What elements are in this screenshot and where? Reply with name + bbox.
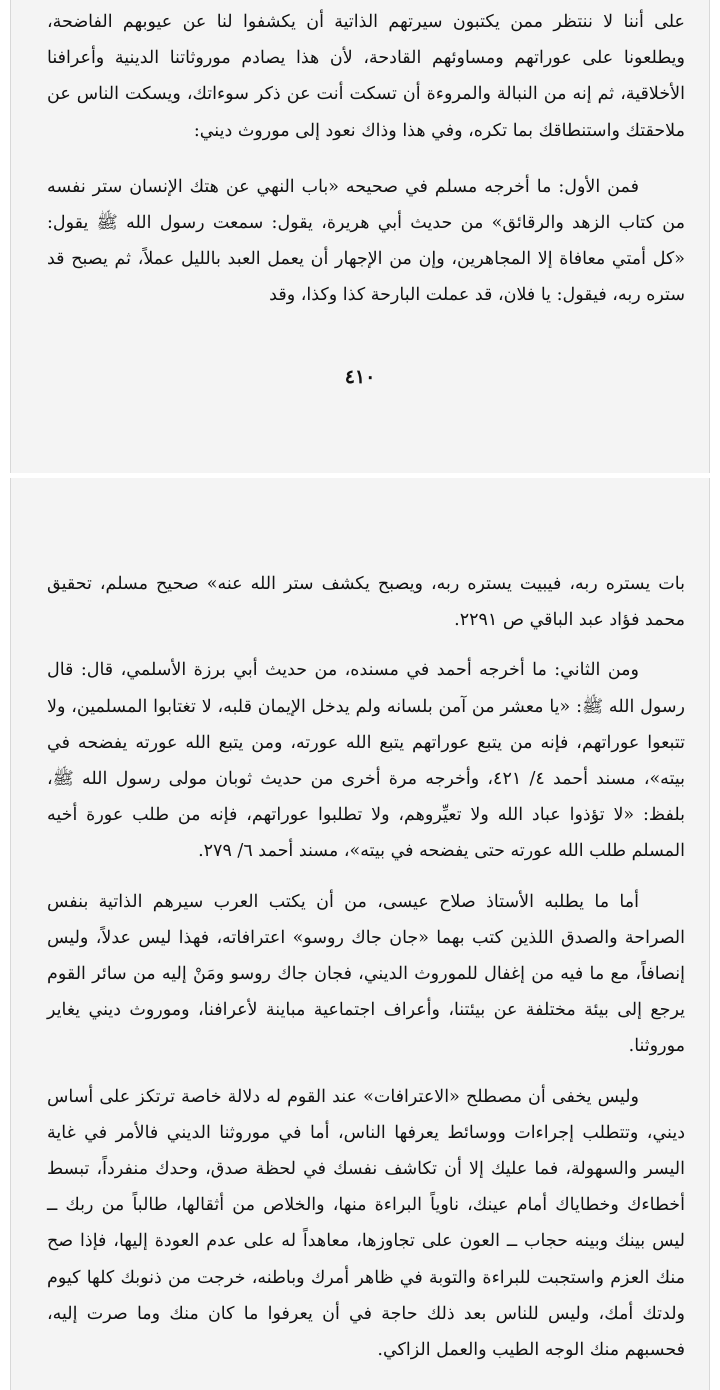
paragraph-continued: على أننا لا ننتظر ممن يكتبون سيرتهم الذاتية أن يكشفوا لنا عن عيوبهم الفاضحة، ويطلعونا على عوراتهم ومساوئهم القادحة، لأن هذا يصادم موروثاتنا الدينية وأعرافنا الأخلاقية، ثم إنه من النبالة والمروءة أن تسكت أنت عن ذكر سوءاتك، ويسكت الناس عن ملاحقتك واستنطاقك بما تكره، وفي هذا وذاك نعود إلى موروث ديني: (47, 12, 685, 141)
page-text (11, 478, 709, 1368)
paragraph-salah-issa: أما ما يطلبه الأستاذ صلاح عيسى، من أن يكتب العرب سيرهم الذاتية بنفس الصراحة والصدق اللذين كتب بهما «جان جاك روسو» اعترافاته، فهذا ليس عدلاً، وليس إنصافاً، مع ما فيه من إغفال للموروث الديني، فجان جاك روسو ومَنْ إليه من سائر القوم يرجع إلى بيئة مختلفة عن بيئتنا، وأعراف اجتماعية مباينة لأعرافنا، وموروث ديني يغاير موروثنا. (47, 891, 685, 1057)
paragraph-confessions: وليس يخفى أن مصطلح «الاعترافات» عند القوم له دلالة خاصة ترتكز على أساس ديني، وتتطلب إجراءات ووسائط يعرفها الناس، أما في موروثنا الديني فالأمر في غاية اليسر والسهولة، فما عليك إلا أن تكاشف نفسك في لحظة صدق، وحدك منفرداً، تبسط أخطاءك وخطاياك أمام عينك، ناوياً البراءة منها، والخلاص من أثقالها، طالباً من ربك ــ ليس بينك وبينه حجاب ــ العون على تجاوزها، معاهداً له على عدم العودة إليها، فإذا صح منك العزم واستجبت للبراءة والتوبة في ظاهر أمرك وباطنه، خرجت من ذنوبك كلها كيوم ولدتك أمك، وليس للناس بعد ذلك حاجة في أن يعرفوا ما كان منك وما صرت إليه، فحسبهم منك الوجه الطيب والعمل الزاكي. (47, 1086, 685, 1361)
book-page-410 (10, 0, 710, 473)
paragraph-first-hadith: فمن الأول: ما أخرجه مسلم في صحيحه «باب النهي عن هتك الإنسان ستر نفسه من كتاب الزهد والرقائق» من حديث أبي هريرة، يقول: سمعت رسول الله ﷺ يقول: «كل أمتي معافاة إلا المجاهرين، وإن من الإجهار أن يعمل العبد بالليل عملاً، ثم يصبح قد ستره ربه، فيقول: يا فلان، قد عملت البارحة كذا وكذا، وقد (47, 176, 685, 306)
book-page-411 (10, 478, 710, 1390)
paragraph-continued: بات يستره ربه، فيبيت يستره ربه، ويصبح يكشف ستر الله عنه» صحيح مسلم، تحقيق محمد فؤاد عبد الباقي ص ٢٢٩١. (47, 574, 685, 631)
page-number: ٤١٠ (344, 366, 376, 388)
page-text (11, 0, 709, 314)
paragraph-second-hadith: ومن الثاني: ما أخرجه أحمد في مسنده، من حديث أبي برزة الأسلمي، قال: قال رسول الله ﷺ: «يا معشر من آمن بلسانه ولم يدخل الإيمان قلبه، لا تغتابوا المسلمين، ولا تتبعوا عوراتهم، فإنه من يتبع عوراتهم يتبع الله عورته، ومن يتبع الله عورته يفضحه في بيته»، مسند أحمد ٤/ ٤٢١، وأخرجه مرة أخرى من حديث ثوبان مولى رسول الله ﷺ، بلفظ: «لا تؤذوا عباد الله ولا تعيِّروهم، ولا تطلبوا عوراتهم، فإنه من طلب عورة أخيه المسلم طلب الله عورته حتى يفضحه في بيته»، مسند أحمد ٦/ ٢٧٩. (47, 660, 685, 862)
